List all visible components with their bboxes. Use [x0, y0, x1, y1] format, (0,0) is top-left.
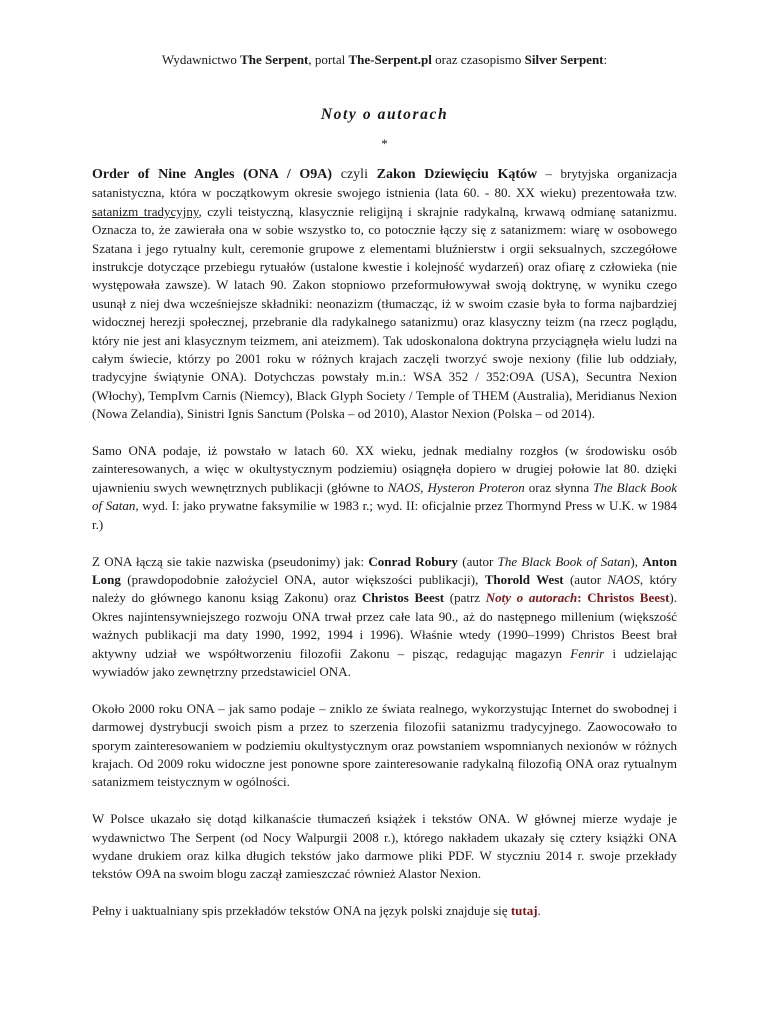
publisher-name: The Serpent	[240, 52, 309, 67]
paragraph-ona-authors: Z ONA łączą sie takie nazwiska (pseudonimy) jak: Conrad Robury (autor The Black Book of Satan), Anton Long (prawdopodobnie założyciel ONA, autor większości publikacji), Thorold West (autor NAOS, który należy do głównego kanonu ksiąg Zakonu) oraz Christos Beest (patrz Noty o autorach: Christos Beest). Okres najintensywniejszego rozwoju ONA trwał przez całe lata 90., aż do następnego millenium (większość ważnych publikacji ma daty 1990, 1992, 1994 i 1996). Właśnie wtedy (1990–1999) Christos Beest brał aktywny udział we współtworzeniu filozofii Zakonu – pisząc, redagując magazyn Fenrir i udzielając wywiadów jako zewnętrzny przedstawiciel ONA.	[92, 553, 677, 679]
tutaj-link[interactable]: tutaj	[510, 903, 538, 919]
magazine-name: Silver Serpent	[524, 52, 604, 67]
paragraph-ona-poland: W Polsce ukazało się dotąd kilkanaście tłumaczeń książek i tekstów ONA. W głównej mierze wydaje je wydawnictwo The Serpent (od Nocy Walpurgii 2008 r.), którego nakładem ukazały się cztery książki ONA wydane drukiem oraz kilka długich tekstów jako darmowe pliki PDF. W styczniu 2014 r. swoje przekłady tekstów O9A na swoim blogu zaczął zamieszczać również Alastor Nexion.	[92, 811, 677, 882]
portal-name: The-Serpent.pl	[348, 52, 432, 67]
document-page	[92, 50, 677, 921]
paragraph-translations-list: Pełny i uaktualniany spis przekładów tekstów ONA na język polski znajduje się tutaj.	[92, 903, 541, 919]
page-title: Noty o autorach	[320, 106, 449, 123]
paragraph-ona-origins: Samo ONA podaje, iż powstało w latach 60. XX wieku, jednak medialny rozgłos (w środowisku osób zainteresowanych, a więc w okultystycznym podziemiu) osiągnęła dopiero w drugiej połowie lat 80. dzięki ujawnieniu swych wewnętrznych publikacji (główne to NAOS, Hysteron Proteron oraz słynna The Black Book of Satan, wyd. I: jako prywatne faksymilie w 1983 r.; wyd. II: oficjalnie przez Thormynd Press w U.K. w 1984 r.)	[92, 443, 678, 532]
paragraph-ona-internet: Około 2000 roku ONA – jak samo podaje – zniklo ze świata realnego, wykorzystując Internet do swobodnej i darmowej dystrybucji swoich pism a przez to szerzenia filozofii satanizmu tradycyjnego. Zaowocowało to sporym zainteresowaniem w podziemiu okultystycznym oraz powstaniem wspomnianych nexionów w różnych krajach. Od 2009 roku widoczne jest ponowne spore zainteresowanie radykalną filozofią ONA oraz rytualnym satanizmem teistycznym w ogólności.	[92, 700, 677, 790]
publisher-header: Wydawnictwo The Serpent, portal The-Serpent.pl oraz czasopismo Silver Serpent:	[161, 52, 608, 67]
christos-beest-link[interactable]: Noty o autorach: Christos Beest	[485, 590, 670, 606]
satanizm-tradycyjny-link[interactable]: satanizm tradycyjny	[92, 203, 199, 219]
paragraph-ona-intro: Order of Nine Angles (ONA / O9A) czyli Zakon Dziewięciu Kątów – brytyjska organizacja satanistyczna, która w początkowym okresie swojego istnienia (lata 60. - 80. XX wieku) prezentowała tzw. satanizm tradycyjny, czyli teistyczną, klasycznie religijną i skrajnie radykalną, krwawą odmianę satanizmu. Oznacza to, że zawierała ona w sobie wszystko to, co potocznie łączy się z satanizmem: wiarę w osobowego Szatana i jego rytualny kult, ceremonie grupowe z elementami bluźnierstw i orgii seksualnych, szczegółowe instrukcje dotyczące przebiegu rytuałów (ustalone kwestie i kolejność wydarzeń) oraz ofiarę z człowieka (nie występowała zawsze). W latach 90. Zakon stopniowo przeformułowywał swoją doktrynę, w wyniku czego usunął z niej dwa wcześniejsze składniki: neonazizm (tłumacząc, iż w swoim czasie była to forma najbardziej widocznej herezji społecznej, przebranie dla radykalnego satanizmu) oraz klasyczny teizm (na rzecz poglądu, który nie jest ani klasycznym teizmem, ani ateizmem). Tak udoskonalona doktryna przyciągnęła wielu ludzi na całym świecie, którzy po 2001 roku w różnych krajach zaczęli tworzyć swoje nexiony (filie lub oddziały, tradycyjne świątynie ONA). Dotychczas powstały m.in.: WSA 352 / 352:O9A (USA), Secuntra Nexion (Włochy), TempIvm Carnis (Niemcy), Black Glyph Society / Temple of THEM (Australia), Meridianus Nexion (Nowa Zelandia), Sinistri Ignis Sanctum (Polska – od 2010), Alastor Nexion (Polska – od 2014).	[92, 166, 678, 422]
asterisk-ornament-icon: *	[381, 136, 388, 151]
